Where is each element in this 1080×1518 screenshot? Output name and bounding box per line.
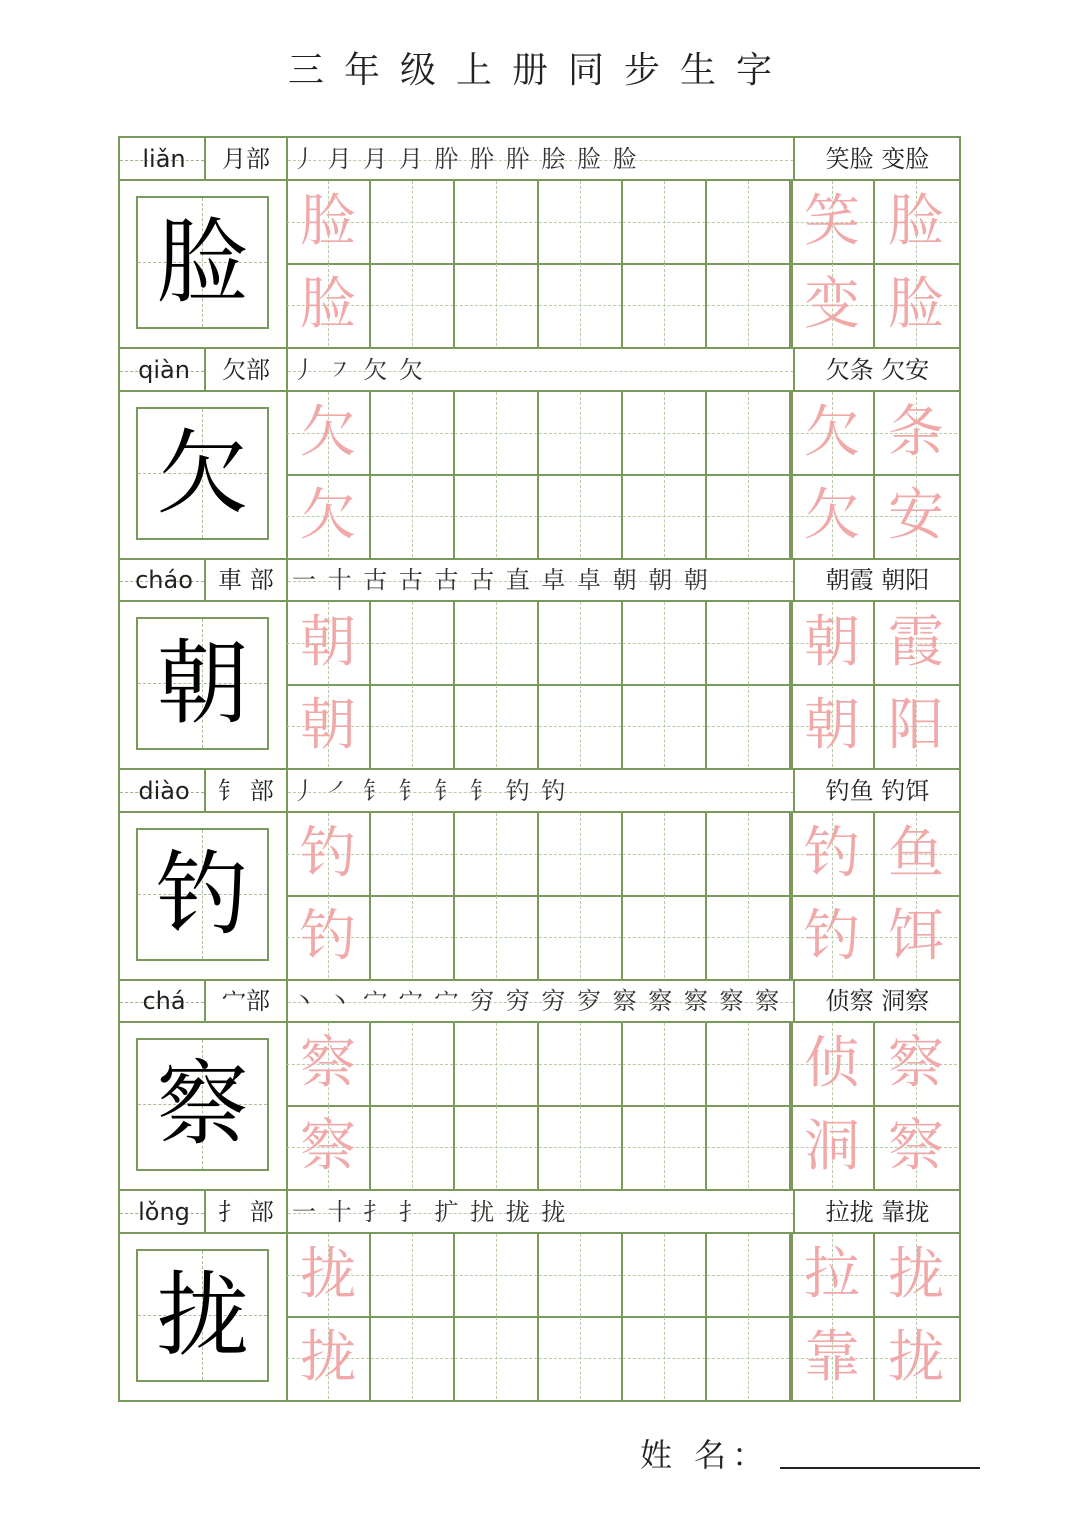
- block-header: [120, 980, 959, 1023]
- writing-cell[interactable]: [875, 1317, 959, 1401]
- writing-cell[interactable]: [371, 1023, 455, 1107]
- guide-line: [748, 896, 749, 978]
- practice-grid: [288, 392, 959, 560]
- writing-cell[interactable]: [371, 1106, 455, 1190]
- writing-cell[interactable]: [455, 1234, 539, 1318]
- divider: [791, 1234, 793, 1402]
- main-character: 钓: [156, 840, 249, 948]
- word-examples: 侦察 洞察: [825, 987, 930, 1015]
- writing-cell[interactable]: [539, 813, 623, 897]
- main-character: 脸: [156, 209, 249, 316]
- guide-line: [412, 813, 413, 895]
- guide-line: [580, 1234, 581, 1316]
- character-block: [120, 1191, 959, 1402]
- trace-character: 欠: [300, 399, 356, 465]
- writing-cell[interactable]: [791, 1234, 875, 1318]
- guide-line: [664, 475, 665, 557]
- divider: [204, 138, 206, 181]
- divider: [791, 392, 793, 560]
- word-trace-character: 朝: [804, 610, 860, 675]
- guide-line: [580, 1106, 581, 1188]
- writing-cell[interactable]: [455, 1317, 539, 1401]
- word-examples: 朝霞 朝阳: [825, 566, 930, 594]
- writing-cell[interactable]: [875, 1234, 959, 1318]
- radical: 月部: [222, 145, 270, 173]
- guide-line: [496, 264, 497, 346]
- divider: [791, 1023, 793, 1191]
- radical: 宀部: [222, 987, 270, 1015]
- writing-cell[interactable]: [455, 602, 539, 686]
- guide-line: [580, 264, 581, 346]
- writing-cell[interactable]: [371, 896, 455, 980]
- word-examples: 欠条 欠安: [825, 355, 930, 384]
- divider: [793, 1191, 795, 1234]
- writing-cell[interactable]: [455, 685, 539, 769]
- divider: [204, 770, 206, 813]
- radical: 扌 部: [218, 1197, 274, 1226]
- main-character-box: [136, 407, 269, 540]
- pinyin: chá: [142, 987, 186, 1015]
- trace-character: 欠: [300, 482, 356, 548]
- guide-line: [580, 602, 581, 684]
- guide-line: [664, 1317, 665, 1399]
- trace-character: 拢: [300, 1241, 356, 1307]
- word-trace-character: 脸: [888, 189, 944, 254]
- radical: 钅 部: [218, 776, 274, 805]
- writing-cell[interactable]: [707, 264, 791, 348]
- divider: [793, 138, 795, 181]
- writing-cell[interactable]: [371, 602, 455, 686]
- writing-cell[interactable]: [623, 1023, 707, 1107]
- main-character: 欠: [156, 419, 249, 527]
- writing-cell[interactable]: [539, 1106, 623, 1190]
- guide-line: [580, 896, 581, 978]
- practice-grid: [288, 602, 959, 770]
- word-trace-character: 朝: [804, 693, 860, 758]
- writing-cell[interactable]: [287, 1234, 371, 1318]
- writing-cell[interactable]: [875, 602, 959, 686]
- pinyin: lǒng: [138, 1197, 190, 1226]
- trace-character: 拢: [300, 1324, 356, 1390]
- guide-line: [412, 1234, 413, 1316]
- writing-cell[interactable]: [455, 896, 539, 980]
- word-trace-character: 钓: [804, 820, 860, 886]
- character-block: [120, 138, 959, 349]
- writing-cell[interactable]: [539, 685, 623, 769]
- writing-cell[interactable]: [371, 181, 455, 265]
- word-examples: 拉拢 靠拢: [825, 1197, 930, 1226]
- writing-cell[interactable]: [287, 602, 371, 686]
- guide-line: [748, 1317, 749, 1399]
- stroke-order: 丿 ㇇ 欠 欠: [292, 355, 425, 384]
- block-header: [120, 138, 959, 181]
- guide-line: [496, 1234, 497, 1316]
- guide-line: [496, 181, 497, 263]
- writing-cell[interactable]: [791, 264, 875, 348]
- writing-cell[interactable]: [707, 1106, 791, 1190]
- writing-cell[interactable]: [875, 392, 959, 476]
- writing-cell[interactable]: [623, 896, 707, 980]
- writing-cell[interactable]: [371, 1234, 455, 1318]
- guide-line: [496, 1106, 497, 1188]
- writing-cell[interactable]: [455, 1023, 539, 1107]
- writing-cell[interactable]: [707, 392, 791, 476]
- word-trace-character: 察: [888, 1031, 944, 1096]
- divider: [791, 813, 793, 981]
- practice-grid: [288, 813, 959, 981]
- writing-cell[interactable]: [623, 1234, 707, 1318]
- trace-character: 钓: [300, 903, 356, 969]
- word-trace-character: 条: [888, 399, 944, 465]
- writing-cell[interactable]: [707, 685, 791, 769]
- writing-cell[interactable]: [455, 813, 539, 897]
- writing-cell[interactable]: [707, 1317, 791, 1401]
- writing-cell[interactable]: [623, 685, 707, 769]
- writing-cell[interactable]: [791, 392, 875, 476]
- divider: [204, 1191, 206, 1234]
- writing-cell[interactable]: [791, 181, 875, 265]
- trace-character: 朝: [300, 610, 356, 675]
- pinyin: cháo: [135, 566, 193, 594]
- writing-cell[interactable]: [623, 1317, 707, 1401]
- word-trace-character: 察: [888, 1114, 944, 1179]
- writing-cell[interactable]: [791, 475, 875, 559]
- character-block: [120, 770, 959, 981]
- writing-cell[interactable]: [371, 1317, 455, 1401]
- guide-line: [748, 685, 749, 767]
- writing-cell[interactable]: [371, 392, 455, 476]
- name-blank-line[interactable]: [780, 1445, 980, 1469]
- divider: [204, 349, 206, 392]
- word-trace-character: 拢: [888, 1324, 944, 1390]
- writing-cell[interactable]: [371, 475, 455, 559]
- radical: 欠部: [222, 355, 270, 384]
- stroke-order: 丶 丶 宀 宀 宀 穷 穷 穷 穸 察 察 察 察 察: [292, 987, 782, 1015]
- practice-grid: [288, 181, 959, 349]
- guide-line: [748, 1234, 749, 1316]
- writing-cell[interactable]: [371, 813, 455, 897]
- practice-grid: [288, 1234, 959, 1402]
- guide-line: [496, 896, 497, 978]
- writing-cell[interactable]: [623, 392, 707, 476]
- divider: [791, 181, 793, 349]
- writing-cell[interactable]: [287, 264, 371, 348]
- guide-line: [496, 813, 497, 895]
- character-block: [120, 349, 959, 560]
- guide-line: [748, 813, 749, 895]
- writing-cell[interactable]: [455, 181, 539, 265]
- name-label: 姓 名：: [640, 1436, 771, 1474]
- pinyin: qiàn: [138, 355, 190, 384]
- block-header: [120, 349, 959, 392]
- guide-line: [580, 813, 581, 895]
- divider: [204, 559, 206, 602]
- guide-line: [412, 181, 413, 263]
- divider: [793, 349, 795, 392]
- name-field: [640, 1430, 980, 1476]
- writing-cell[interactable]: [707, 475, 791, 559]
- writing-cell[interactable]: [623, 602, 707, 686]
- main-character-box: [136, 828, 269, 961]
- guide-line: [412, 1023, 413, 1105]
- divider: [793, 770, 795, 813]
- divider: [204, 980, 206, 1023]
- guide-line: [580, 475, 581, 557]
- guide-line: [412, 475, 413, 557]
- word-trace-character: 欠: [804, 482, 860, 548]
- guide-line: [580, 685, 581, 767]
- guide-line: [412, 1106, 413, 1188]
- trace-character: 察: [300, 1114, 356, 1179]
- writing-cell[interactable]: [287, 1106, 371, 1190]
- writing-cell[interactable]: [875, 1106, 959, 1190]
- writing-cell[interactable]: [875, 685, 959, 769]
- radical: 車 部: [218, 566, 274, 594]
- divider: [793, 980, 795, 1023]
- guide-line: [664, 896, 665, 978]
- writing-cell[interactable]: [371, 685, 455, 769]
- writing-cell[interactable]: [707, 896, 791, 980]
- stroke-order: 丿 月 月 月 肸 肸 肸 脍 脸 脸: [292, 145, 639, 173]
- guide-line: [748, 1023, 749, 1105]
- writing-cell[interactable]: [455, 264, 539, 348]
- trace-character: 察: [300, 1031, 356, 1096]
- writing-cell[interactable]: [791, 1317, 875, 1401]
- writing-cell[interactable]: [287, 181, 371, 265]
- writing-cell[interactable]: [875, 813, 959, 897]
- guide-line: [664, 264, 665, 346]
- divider: [793, 559, 795, 602]
- word-trace-character: 拢: [888, 1241, 944, 1307]
- writing-cell[interactable]: [791, 813, 875, 897]
- main-character-box: [136, 196, 269, 329]
- guide-line: [496, 392, 497, 474]
- word-examples: 笑脸 变脸: [825, 145, 930, 173]
- writing-cell[interactable]: [539, 896, 623, 980]
- character-block: [120, 559, 959, 770]
- writing-cell[interactable]: [623, 264, 707, 348]
- guide-line: [496, 1023, 497, 1105]
- writing-cell[interactable]: [623, 813, 707, 897]
- main-character-box: [136, 1249, 269, 1382]
- guide-line: [412, 602, 413, 684]
- word-trace-character: 饵: [888, 903, 944, 969]
- guide-line: [580, 181, 581, 263]
- writing-cell[interactable]: [791, 896, 875, 980]
- writing-cell[interactable]: [287, 896, 371, 980]
- guide-line: [664, 685, 665, 767]
- writing-cell[interactable]: [287, 1023, 371, 1107]
- writing-cell[interactable]: [875, 896, 959, 980]
- guide-line: [748, 181, 749, 263]
- guide-line: [748, 1106, 749, 1188]
- main-character-box: [136, 617, 269, 750]
- word-trace-character: 拉: [804, 1241, 860, 1307]
- guide-line: [496, 685, 497, 767]
- main-character: 拢: [156, 1261, 249, 1369]
- word-trace-character: 笑: [804, 189, 860, 254]
- writing-cell[interactable]: [287, 392, 371, 476]
- trace-character: 脸: [300, 189, 356, 254]
- trace-character: 脸: [300, 272, 356, 337]
- trace-character: 钓: [300, 820, 356, 886]
- guide-line: [664, 1234, 665, 1316]
- writing-cell[interactable]: [791, 602, 875, 686]
- writing-cell[interactable]: [287, 685, 371, 769]
- guide-line: [748, 264, 749, 346]
- writing-cell[interactable]: [623, 1106, 707, 1190]
- trace-character: 朝: [300, 693, 356, 758]
- writing-cell[interactable]: [455, 1106, 539, 1190]
- block-header: [120, 559, 959, 602]
- writing-cell[interactable]: [455, 475, 539, 559]
- writing-cell[interactable]: [539, 602, 623, 686]
- writing-cell[interactable]: [539, 392, 623, 476]
- guide-line: [664, 1023, 665, 1105]
- writing-cell[interactable]: [287, 1317, 371, 1401]
- guide-line: [412, 264, 413, 346]
- writing-cell[interactable]: [539, 1317, 623, 1401]
- main-character: 察: [156, 1051, 249, 1158]
- writing-cell[interactable]: [287, 475, 371, 559]
- writing-cell[interactable]: [791, 1023, 875, 1107]
- writing-cell[interactable]: [455, 392, 539, 476]
- writing-cell[interactable]: [539, 181, 623, 265]
- guide-line: [580, 1023, 581, 1105]
- writing-cell[interactable]: [539, 475, 623, 559]
- writing-cell[interactable]: [707, 1023, 791, 1107]
- guide-line: [412, 392, 413, 474]
- writing-cell[interactable]: [707, 181, 791, 265]
- pinyin: diào: [138, 776, 190, 805]
- writing-cell[interactable]: [539, 1234, 623, 1318]
- stroke-order: 一 十 扌 扌 扩 扰 拢 拢: [292, 1197, 568, 1226]
- writing-cell[interactable]: [539, 264, 623, 348]
- guide-line: [748, 392, 749, 474]
- writing-cell[interactable]: [707, 602, 791, 686]
- word-trace-character: 侦: [804, 1031, 860, 1096]
- guide-line: [580, 392, 581, 474]
- guide-line: [496, 475, 497, 557]
- character-block: [120, 980, 959, 1191]
- word-trace-character: 钓: [804, 903, 860, 969]
- stroke-order: 丿 ㇒ 钅 钅 钅 钅 钓 钓: [292, 776, 568, 805]
- guide-line: [664, 813, 665, 895]
- writing-cell[interactable]: [791, 1106, 875, 1190]
- word-trace-character: 安: [888, 482, 944, 548]
- guide-line: [580, 1317, 581, 1399]
- practice-sheet: [118, 136, 961, 1402]
- word-trace-character: 欠: [804, 399, 860, 465]
- word-trace-character: 靠: [804, 1324, 860, 1390]
- word-trace-character: 鱼: [888, 820, 944, 886]
- guide-line: [412, 896, 413, 978]
- writing-cell[interactable]: [707, 813, 791, 897]
- writing-cell[interactable]: [623, 475, 707, 559]
- page-title: 三年级上册同步生字: [287, 50, 792, 91]
- writing-cell[interactable]: [875, 264, 959, 348]
- guide-line: [496, 1317, 497, 1399]
- main-character-box: [136, 1038, 269, 1171]
- guide-line: [664, 181, 665, 263]
- writing-cell[interactable]: [791, 685, 875, 769]
- guide-line: [664, 602, 665, 684]
- practice-grid: [288, 1023, 959, 1191]
- writing-cell[interactable]: [875, 1023, 959, 1107]
- guide-line: [412, 685, 413, 767]
- guide-line: [664, 392, 665, 474]
- block-header: [120, 1191, 959, 1234]
- guide-line: [496, 602, 497, 684]
- word-trace-character: 阳: [888, 693, 944, 758]
- word-examples: 钓鱼 钓饵: [825, 776, 930, 805]
- writing-cell[interactable]: [371, 264, 455, 348]
- stroke-order: 一 十 古 古 古 古 直 卓 卓 朝 朝 朝: [292, 566, 710, 594]
- writing-cell[interactable]: [539, 1023, 623, 1107]
- writing-cell[interactable]: [287, 813, 371, 897]
- writing-cell[interactable]: [875, 475, 959, 559]
- block-header: [120, 770, 959, 813]
- writing-cell[interactable]: [707, 1234, 791, 1318]
- guide-line: [748, 602, 749, 684]
- guide-line: [664, 1106, 665, 1188]
- guide-line: [412, 1317, 413, 1399]
- word-trace-character: 洞: [804, 1114, 860, 1179]
- guide-line: [748, 475, 749, 557]
- divider: [791, 602, 793, 770]
- word-trace-character: 变: [804, 272, 860, 337]
- writing-cell[interactable]: [623, 181, 707, 265]
- writing-cell[interactable]: [875, 181, 959, 265]
- word-trace-character: 霞: [888, 610, 944, 675]
- pinyin: liǎn: [142, 145, 186, 173]
- main-character: 朝: [156, 630, 249, 737]
- word-trace-character: 脸: [888, 272, 944, 337]
